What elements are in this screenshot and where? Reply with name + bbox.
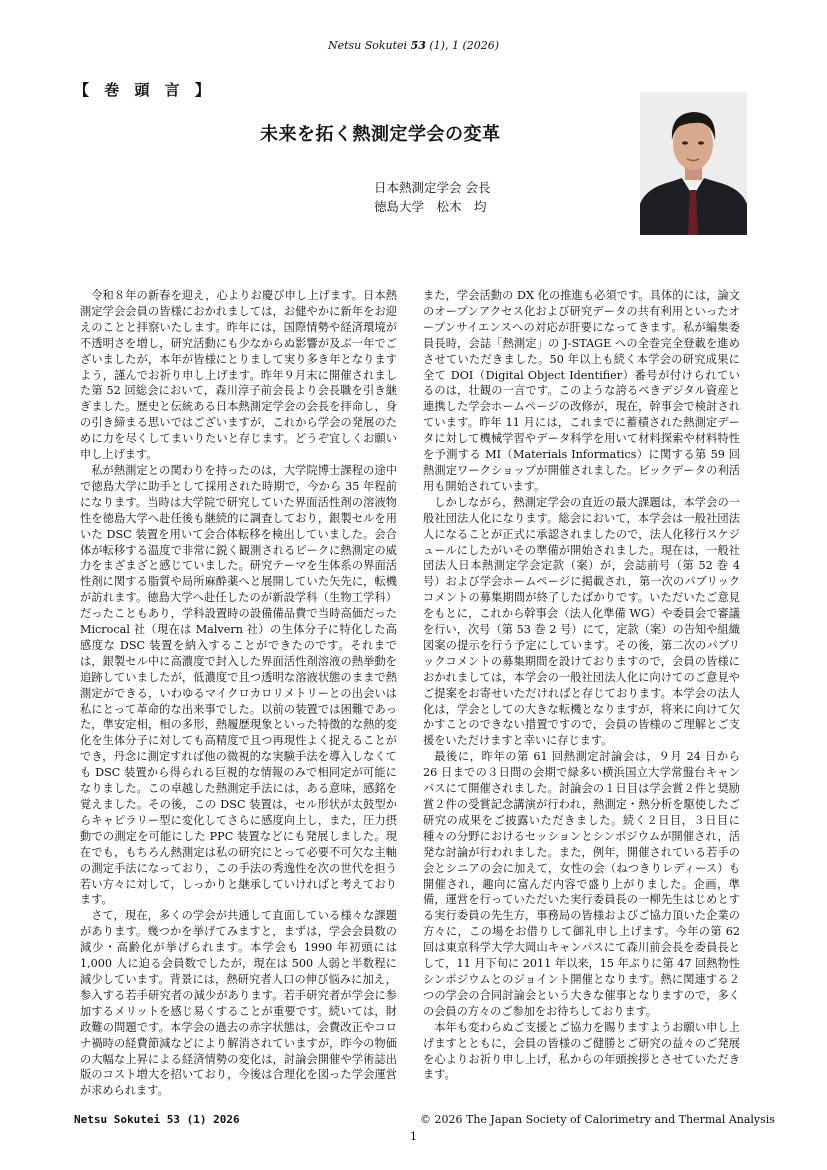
paragraph: さて，現在，多くの学会が共通して直面している様々な課題があります。幾つかを挙げてみますと，まずは，学会会員数の減少・高齢化が挙げられます。本学会も 1990 年初頭には 1,000 人に迫る会員数でしたが，現在は 500 人弱と半数程に減少しています。背景には，熱研究者人口の伸び悩みに加え，参入する若手研究者の減少があります。若手研究者が学会に参加するメリットを感じ易くすることが重要です。続いては，財政難の問題です。本学会の過去の赤字状態は，会費改正やコロナ禍時の経費節減などにより解消されていますが，昨今の物価の大幅な上昇による経済情勢の変化は，討論会開催や学術誌出版のコスト増大を招いており，今後は合理化を図った学会運営が求められます。: [80, 909, 397, 1098]
author-affiliation-name: 徳島大学 松木 均: [374, 199, 487, 214]
issue-page: (1), 1 (2026): [429, 39, 500, 52]
page-title: 未来を拓く熱測定学会の変革: [260, 124, 501, 145]
footer-journal-issue: Netsu Sokutei 53 (1) 2026: [74, 1113, 240, 1126]
author-portrait-illustration: [640, 92, 747, 235]
article-category: 【 巻 頭 言 】: [74, 81, 215, 99]
paragraph: しかしながら，熱測定学会の直近の最大課題は，本学会の一般社団法人化になります。総会において，本学会は一般社団法人になることが正式に承認されましたので，法人化移行スケジュールにしたがいその準備が開始されました。現在は，一般社団法人日本熱測定学会定款（案）が，会誌前号（第 52 巻 4 号）および学会ホームページに掲載され，第一次のパブリックコメントの募集期間が終了したばかりです。いただいたご意見をもとに，これから幹事会（法人化準備 WG）や委員会で審議を行い，次号（第 53 巻 2 号）にて，定款（案）の告知や組織図案の提示を行う予定にしています。その後，第二次のパブリックコメントの募集期間を設けておりますので，会員の皆様におかれましては，本学会の一般社団法人化に向けてのご意見やご提案をお寄せいただければと存じております。本学会の法人化は，学会としての大きな転機となりますが，将来に向けて欠かすことのできない措置ですので，会員の皆様のご理解とご支援をいただけますと幸いに存じます。: [423, 495, 740, 748]
paragraph: また，学会活動の DX 化の推進も必須です。具体的には，論文のオープンアクセス化および研究データの共有利用といったオープンサイエンスへの対応が肝要になってきます。私が編集委員長時，会誌「熱測定」の J-STAGE への全巻完全登載を進めさせていただきました。50 年以上も続く本学会の研究成果に全て DOI（Digital Object Identifier）番号が付けられているのは，壮観の一言です。このような誇るべきデジタル資産と連携した学会ホームページの改修が，現在，幹事会で検討されています。昨年 11 月には，これまでに蓄積された熱測定データに対して機械学習やデータ科学を用いて材料探索や材料特性を予測する MI（Materials Informatics）に関する第 59 回熱測定ワークショップが開催されました。ビックデータの利活用も開始されています。: [423, 289, 740, 493]
paragraph: 本年も変わらぬご支援とご協力を賜りますようお願い申し上げますとともに，会員の皆様のご健勝とご研究の益々のご発展を心よりお祈り申し上げ，私からの年頭挨拶とさせていただきます。: [423, 1020, 740, 1082]
body-column-right: [423, 288, 740, 1083]
running-head: [0, 39, 827, 52]
paragraph: 最後に，昨年の第 61 回熱測定討論会は，９月 24 日から 26 日までの３日間の会期で緑多い横浜国立大学常盤台キャンパスにて開催されました。討論会の１日目は学会賞２件と奨励賞２件の受賞記念講演が行われ，熱測定・熱分析を駆使したご研究の成果をご披露いただきました。続く２日目，３日目に種々の分野におけるセッションとシンポジウムが開催され，活発な討論が行われました。また，例年，開催されている若手の会とシニアの会に加えて，女性の会（ねつきりレディース）も開催され，趣向に富んだ内容で盛り上がりました。企画，準備，運営を行っていただいた実行委員長の一柳先生はじめとする実行委員の先生方，事務局の皆様およびご協力頂いた企業の方々に，この場をお借りして御礼申し上げます。今年の第 62 回は東京科学大学大岡山キャンパスにて森川前会長を委員長として，11 月下旬に 2011 年以来，15 年ぶりに第 47 回熱物性シンポジウムとのジョイント開催となります。熱に関連する２つの学会の合同討論会という大きな催事となりますので，多くの会員の方々のご参加をお待ちしております。: [423, 750, 740, 1018]
body-column-left: [80, 288, 397, 1099]
footer-copyright: © 2026 The Japan Society of Calorimetry and Thermal Analysis: [420, 1113, 775, 1126]
author-block: [374, 178, 490, 216]
volume-number: 53: [410, 39, 426, 52]
author-portrait: [640, 92, 747, 235]
journal-name: Netsu Sokutei: [327, 39, 408, 52]
paragraph: 私が熱測定との関わりを持ったのは，大学院博士課程の途中で徳島大学に助手として採用された時期で，今から 35 年程前になります。当時は大学院で研究していた界面活性剤の溶液物性を徳島大学へ赴任後も継続的に調査しており，銀製セルを用いた DSC 装置を用いて会合体転移を検出していました。会合体が転移する温度で非常に鋭く観測されるピークに熱測定の威力をまざまざと感じていました。研究テーマを生体系の界面活性剤に関する脂質や局所麻酔薬へと展開していた矢先に，転機が訪れます。徳島大学へ赴任したのが新設学科（生物工学科）だったこともあり，学科設置時の設備備品費で当時高価だった Microcal 社（現在は Malvern 社）の生体分子に特化した高感度な DSC 装置を納入することができたのです。それまでは，銀製セル中に高濃度で封入した界面活性剤溶液の熱挙動を追跡していましたが，低濃度で且つ透明な溶液状態のままで熱測定ができる，いわゆるマイクロカロリメトリーとの出会いは私にとって革命的な出来事でした。以前の装置では困難であった，準安定相，相の多形，熱履歴現象といった特徴的な熱的変化を生体分子に対しても高精度で且つ再現性よく捉えることができ，丹念に測定すれば他の微視的な実験手法を導入しなくても DSC 装置から得られる巨視的な情報のみで相同定が可能になりました。この卓越した熱測定手法には，ある意味，感銘を覚えました。その後，この DSC 装置は，セル形状が太鼓型からキャピラリー型に変化してさらに感度向上し，また，圧力摂動での測定を可能にした PPC 装置などにも発展しました。現在でも，もちろん熱測定は私の研究にとって必要不可欠な主軸の測定手法になっており，この手法の秀逸性を次の世代を担う若い方々に対して，しっかりと継承していければと考えております。: [80, 463, 397, 907]
author-society-role: 日本熱測定学会 会長: [374, 180, 491, 195]
paragraph: 令和８年の新春を迎え，心よりお慶び申し上げます。日本熱測定学会会員の皆様におかれましては，お健やかに新年をお迎えのことと拝察いたします。昨年には，国際情勢や経済環境が不透明さを増し，研究活動にも少なからぬ影響が及ぶ一年でございましたが，本年が皆様にとりまして実り多き年となりますよう，謹んでお祈り申し上げます。昨年９月末に開催されました第 52 回総会において，森川淳子前会長より会長職を引き継ぎました。歴史と伝統ある日本熱測定学会の会長を拝命し，身の引き締まる思いではございますが，これから学会の発展のために力を尽くしてまいりたいと存じます。どうぞ宜しくお願い申し上げます。: [80, 289, 397, 462]
page-number: 1: [410, 1130, 417, 1143]
